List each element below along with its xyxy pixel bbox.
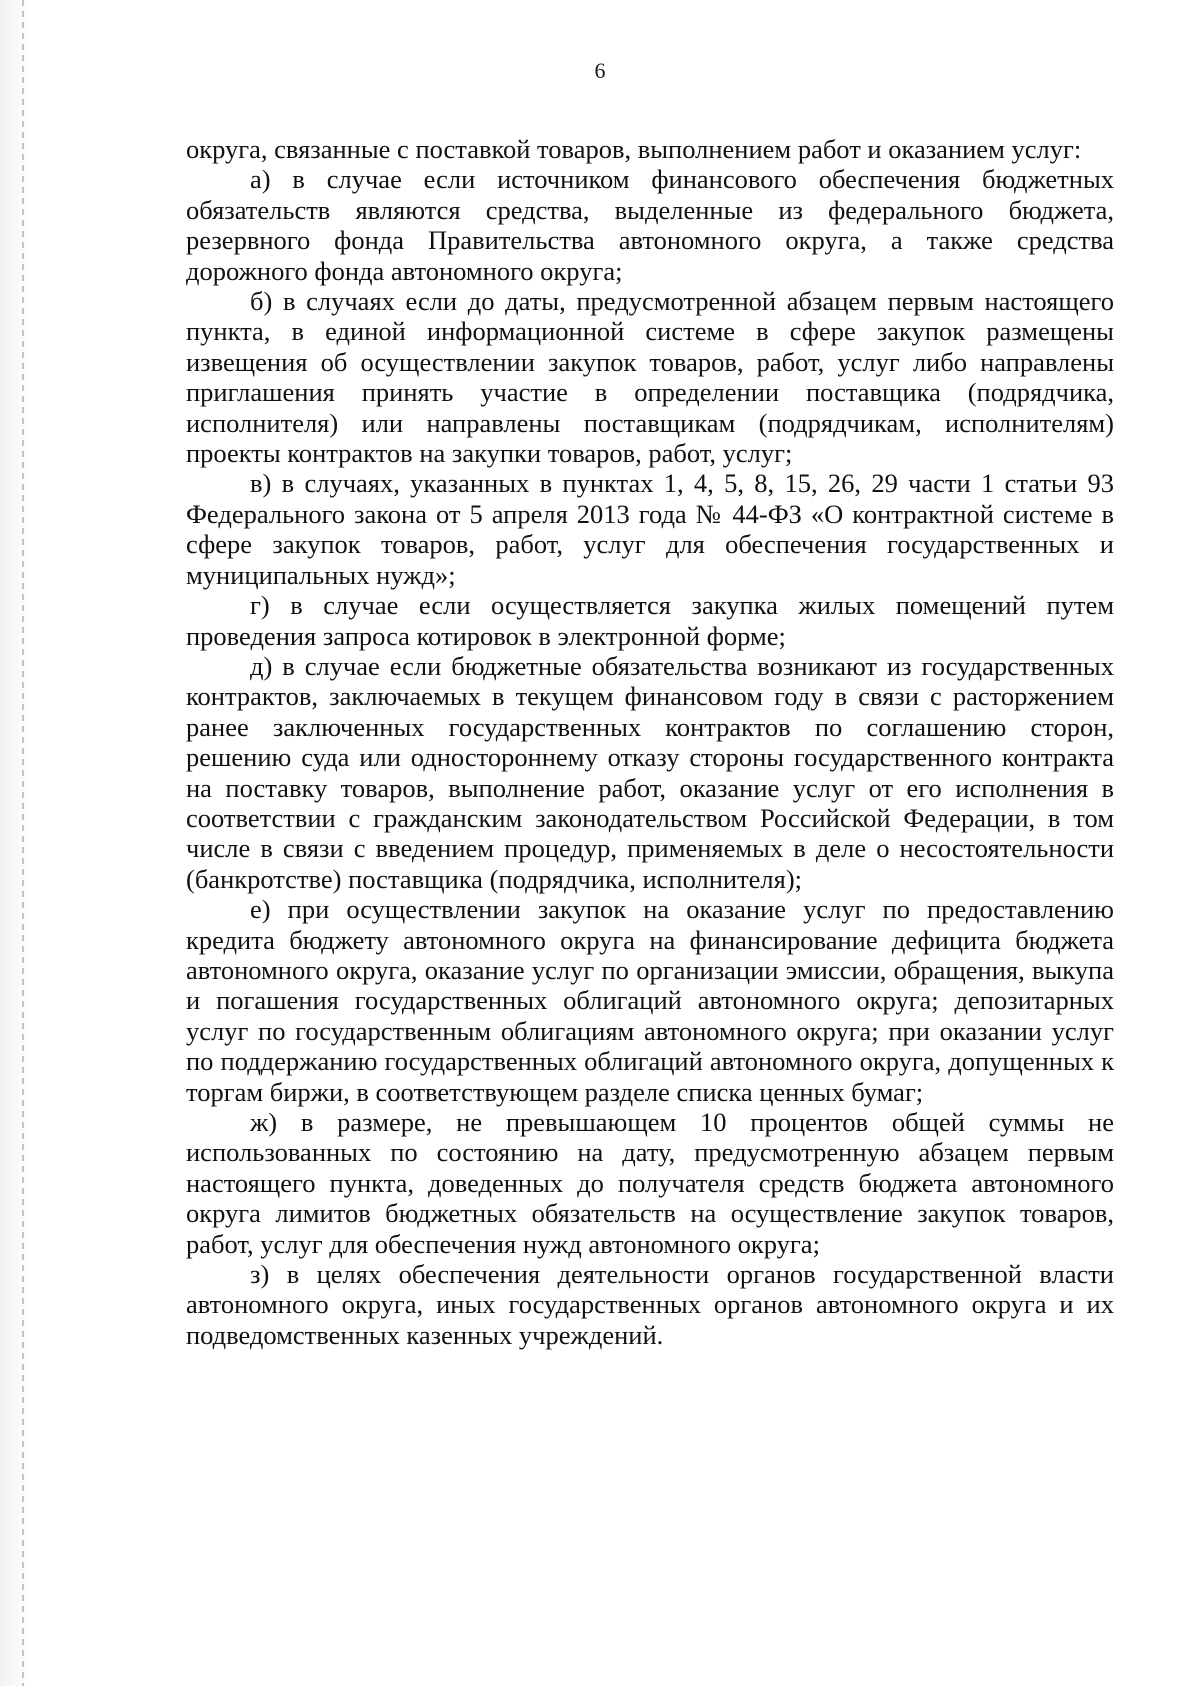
- paragraph-item-g: г) в случае если осуществляется закупка жилых помещений путем проведения запроса котировок в электронной форме;: [186, 590, 1114, 651]
- paragraph-item-d: д) в случае если бюджетные обязательства возникают из государственных контрактов, заключаемых в текущем финансовом году в связи с расторжением ранее заключенных государственных контрактов по соглашению сторон, решению суда или одностороннему отказу стороны государственного контракта на поставку товаров, выполнение работ, оказание услуг от его исполнения в соответствии с гражданским законодательством Российской Федерации, в том числе в связи с введением процедур, применяемых в деле о несостоятельности (банкротстве) поставщика (подрядчика, исполнителя);: [186, 650, 1114, 894]
- page-number: 6: [594, 58, 606, 83]
- paragraph-item-z: з) в целях обеспечения деятельности органов государственной власти автономного округа, иных государственных органов автономного округа и их подведомственных казенных учреждений.: [186, 1259, 1114, 1350]
- paragraph-item-zh: ж) в размере, не превышающем 10 процентов общей суммы не использованных по состоянию на дату, предусмотренную абзацем первым настоящего пункта, доведенных до получателя средств бюджета автономного округа лимитов бюджетных обязательств на осуществление закупок товаров, работ, услуг для обеспечения нужд автономного округа;: [186, 1107, 1114, 1259]
- scan-edge-artifact: [22, 0, 24, 1686]
- paragraph-continuation: округа, связанные с поставкой товаров, выполнением работ и оказанием услуг:: [186, 134, 1082, 164]
- scan-edge-shadow: [0, 0, 40, 1686]
- paragraph-item-v: в) в случаях, указанных в пунктах 1, 4, 5, 8, 15, 26, 29 части 1 статьи 93 Федерального закона от 5 апреля 2013 года № 44-ФЗ «О контрактной системе в сфере закупок товаров, работ, услуг для обеспечения государственных и муниципальных нужд»;: [186, 468, 1114, 590]
- paragraph-item-a: а) в случае если источником финансового обеспечения бюджетных обязательств являются средства, выделенные из федерального бюджета, резервного фонда Правительства автономного округа, а также средства дорожного фонда автономного округа;: [186, 164, 1114, 286]
- paragraph-item-b: б) в случаях если до даты, предусмотренной абзацем первым настоящего пункта, в единой информационной системе в сфере закупок размещены извещения об осуществлении закупок товаров, работ, услуг либо направлены приглашения принять участие в определении поставщика (подрядчика, исполнителя) или направлены поставщикам (подрядчикам, исполнителям) проекты контрактов на закупки товаров, работ, услуг;: [186, 286, 1114, 469]
- paragraph-item-e: е) при осуществлении закупок на оказание услуг по предоставлению кредита бюджету автономного округа на финансирование дефицита бюджета автономного округа, оказание услуг по организации эмиссии, обращения, выкупа и погашения государственных облигаций автономного округа; депозитарных услуг по государственным облигациям автономного округа; при оказании услуг по поддержанию государственных облигаций автономного округа, допущенных к торгам биржи, в соответствующем разделе списка ценных бумаг;: [186, 894, 1114, 1107]
- document-body: [186, 134, 1114, 1350]
